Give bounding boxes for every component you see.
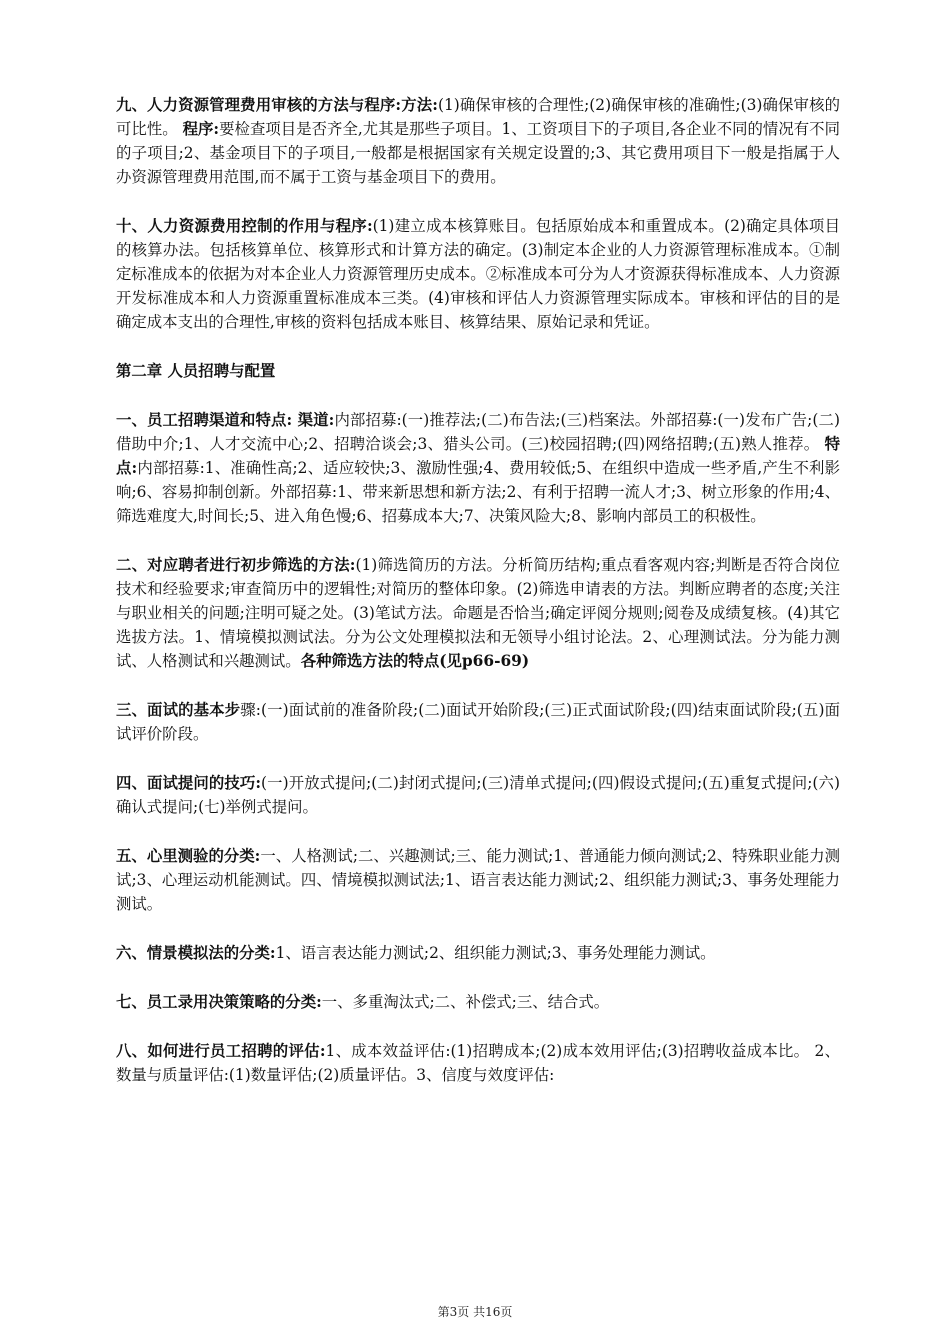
paragraph-heading: 五、心里测验的分类: (116, 847, 261, 865)
paragraph-text: 一、多重淘汰式;二、补偿式;三、结合式。 (321, 993, 610, 1011)
paragraph-text: 内部招募:1、准确性高;2、适应较快;3、激励性强;4、费用较低;5、在组织中造成一些矛盾,产生不利影响;6、容易抑制创新。外部招募:1、带来新思想和新方法;2、有利于招聘一流人才;3、树立形象的作用;4、筛选难度大,时间长;5、进入角色慢;6、招募成本大;7、决策风险大;8、影响内部员工的积极性。 (116, 459, 840, 525)
paragraph-text: (1)确保审核的合理性;(2)确保审核的准确性;(3)确保审核的可比性。 (116, 96, 840, 138)
paragraph (116, 93, 840, 189)
paragraph-heading: 程序: (182, 120, 220, 138)
paragraph-heading: 九、人力资源管理费用审核的方法与程序:方法: (116, 96, 438, 114)
paragraph (116, 214, 840, 334)
paragraph-heading: 三、面试的基本步 (116, 701, 241, 719)
paragraph (116, 553, 840, 673)
paragraph (116, 698, 840, 746)
paragraph (116, 844, 840, 916)
paragraph-heading: 二、对应聘者进行初步筛选的方法: (116, 556, 356, 574)
paragraph (116, 990, 840, 1014)
paragraph-heading: 八、如何进行员工招聘的评估: (116, 1042, 326, 1060)
paragraph-heading: 四、面试提问的技巧: (116, 774, 262, 792)
chapter-title-text: 第二章 人员招聘与配置 (116, 362, 276, 380)
paragraph-text: (一)开放式提问;(二)封闭式提问;(三)清单式提问;(四)假设式提问;(五)重复式提问;(六)确认式提问;(七)举例式提问。 (116, 774, 840, 816)
paragraph-text: 要检查项目是否齐全,尤其是那些子项目。1、工资项目下的子项目,各企业不同的情况有不同的子项目;2、基金项目下的子项目,一般都是根据国家有关规定设置的;3、其它费用项目下一般是指属于人办资源管理费用范围,而不属于工资与基金项目下的费用。 (116, 120, 840, 186)
paragraph-heading: 特点: (116, 435, 840, 477)
paragraph-text: (1)建立成本核算账目。包括原始成本和重置成本。(2)确定具体项目的核算办法。包括核算单位、核算形式和计算方法的确定。(3)制定本企业的人力资源管理标准成本。①制定标准成本的依据为对本企业人力资源管理历史成本。②标准成本可分为人才资源获得标准成本、人力资源开发标准成本和人力资源重置标准成本三类。(4)审核和评估人力资源管理实际成本。审核和评估的目的是确定成本支出的合理性,审核的资料包括成本账目、核算结果、原始记录和凭证。 (116, 217, 840, 331)
paragraph-heading: 一、员工招聘渠道和特点: 渠道: (116, 411, 335, 429)
paragraph-heading: 十、人力资源费用控制的作用与程序: (116, 217, 373, 235)
paragraph-text: 1、成本效益评估:(1)招聘成本;(2)成本效用评估;(3)招聘收益成本比。 2、数量与质量评估:(1)数量评估;(2)质量评估。3、信度与效度评估: (116, 1042, 840, 1084)
paragraph (116, 1039, 840, 1087)
paragraph-heading: 七、员工录用决策策略的分类: (116, 993, 322, 1011)
paragraph-text: (1)筛选简历的方法。分析简历结构;重点看客观内容;判断是否符合岗位技术和经验要求;审查简历中的逻辑性;对简历的整体印象。(2)筛选申请表的方法。判断应聘者的态度;关注与职业相关的问题;注明可疑之处。(3)笔试方法。命题是否恰当;确定评阅分规则;阅卷及成绩复核。(4)其它选拔方法。1、情境模拟测试法。分为公文处理模拟法和无领导小组讨论法。2、心理测试法。分为能力测试、人格测试和兴趣测试。 (116, 556, 840, 670)
paragraph-heading: 六、情景模拟法的分类: (116, 944, 276, 962)
paragraph-text: 一、人格测试;二、兴趣测试;三、能力测试;1、普通能力倾向测试;2、特殊职业能力测试;3、心理运动机能测试。四、情境模拟测试法;1、语言表达能力测试;2、组织能力测试;3、事务处理能力测试。 (116, 847, 841, 913)
paragraph-text: 内部招募:(一)推荐法;(二)布告法;(三)档案法。外部招募:(一)发布广告;(二)借助中介;1、人才交流中心;2、招聘洽谈会;3、猎头公司。(三)校园招聘;(四)网络招聘;(五)熟人推荐。 (116, 411, 840, 453)
paragraph (116, 771, 840, 819)
paragraph (116, 941, 840, 965)
document-body (116, 93, 840, 1112)
paragraph-text: 1、语言表达能力测试;2、组织能力测试;3、事务处理能力测试。 (275, 944, 716, 962)
page-number-footer: 第3页 共16页 (437, 1305, 513, 1319)
paragraph-heading: 各种筛选方法的特点(见p66-69) (300, 652, 530, 670)
chapter-title (116, 359, 840, 383)
paragraph-text: 骤:(一)面试前的准备阶段;(二)面试开始阶段;(三)正式面试阶段;(四)结束面试阶段;(五)面试评价阶段。 (116, 701, 840, 743)
paragraph (116, 408, 840, 528)
